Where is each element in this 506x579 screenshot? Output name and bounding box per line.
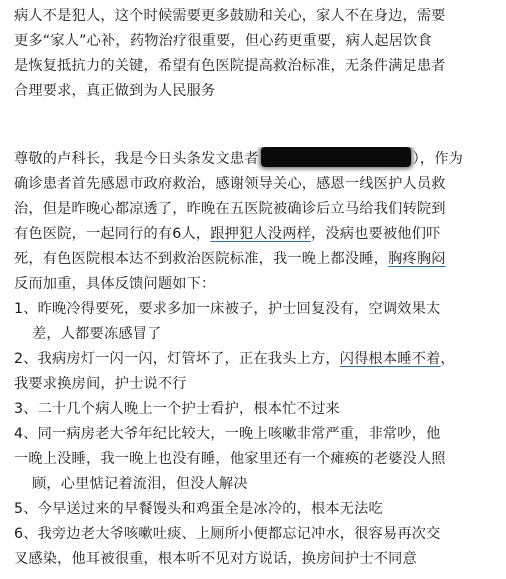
issue-item-1: 1、昨晚冷得要死，要求多加一床被子，护士回复没有，空调效果太 <box>14 301 441 317</box>
letter-line <box>14 247 498 272</box>
issue-item-1-cont: 差，人都要冻感冒了 <box>32 326 162 342</box>
intro-line: 更多“家人”心补，药物治疗很重要，但心药更重要，病人起居饮食 <box>14 33 432 49</box>
letter-body <box>14 147 498 572</box>
text-segment: ， <box>440 351 455 367</box>
issue-item-6-cont: 叉感染，他耳被很重，根本听不见对方说话，换房间护士不同意 <box>14 551 417 567</box>
underlined-text: 跟押犯人没两样 <box>210 226 311 242</box>
letter-line: 反而加重，具体反馈问题如下： <box>14 276 216 292</box>
letter-line: 治，但是昨晚心都凉透了，昨晚在五医院被确诊后立马给我们转院到 <box>14 201 446 217</box>
intro-line: 合理要求，真正做到为人民服务 <box>14 83 216 99</box>
greeting-text: 尊敬的卢科长，我是今日头条发文患者 <box>14 151 259 167</box>
issue-item-4: 4、同一病房老大爷年纪比较大，一晚上咳嗽非常严重，非常吵，他 <box>14 426 441 442</box>
text-segment: 死，有色医院根本达不到救治医院标准，我一晚上都没睡， <box>14 251 389 267</box>
issue-item-4-cont: 顾，心里惦记着流泪，但没人解决 <box>32 476 248 492</box>
redaction-block <box>261 147 411 167</box>
issue-item-5: 5、今早送过来的早餐馒头和鸡蛋全是冰冷的，根本无法吃 <box>14 501 383 517</box>
text-segment: ，没病也要被他们吓 <box>310 226 441 242</box>
letter-greeting-line <box>14 147 498 172</box>
greeting-tail: ），作为 <box>412 151 464 167</box>
underlined-text: 胸疼胸闷 <box>388 251 446 267</box>
issue-item-3: 3、二十几个病人晚上一个护士看护，根本忙不过来 <box>14 401 340 417</box>
letter-line <box>14 222 498 247</box>
issue-item-4-cont: 一晚上没睡，我一晚上也没有睡，他家里还有一个瘫痪的老婆没人照 <box>14 451 446 467</box>
underlined-text: 闪得根本睡不着 <box>339 351 441 367</box>
intro-line: 病人不是犯人，这个时候需要更多鼓励和关心，家人不在身边，需要 <box>14 8 446 24</box>
intro-line: 是恢复抵抗力的关键，希望有色医院提高救治标准，无条件满足患者 <box>14 58 446 74</box>
text-segment: 2、我病房灯一闪一闪，灯管坏了，正在我头上方， <box>14 351 340 367</box>
issue-item-6: 6、我旁边老大爷咳嗽吐痰、上厕所小便都忘记冲水，很容易再次交 <box>14 526 441 542</box>
text-segment: 有色医院，一起同行的有6人， <box>14 226 211 242</box>
letter-line: 确诊患者首先感恩市政府救治，感谢领导关心，感恩一线医护人员救 <box>14 176 446 192</box>
issue-item-2-cont: 我要求换房间，护士说不行 <box>14 376 187 392</box>
intro-paragraph <box>14 4 498 104</box>
issue-item-2 <box>14 347 498 372</box>
